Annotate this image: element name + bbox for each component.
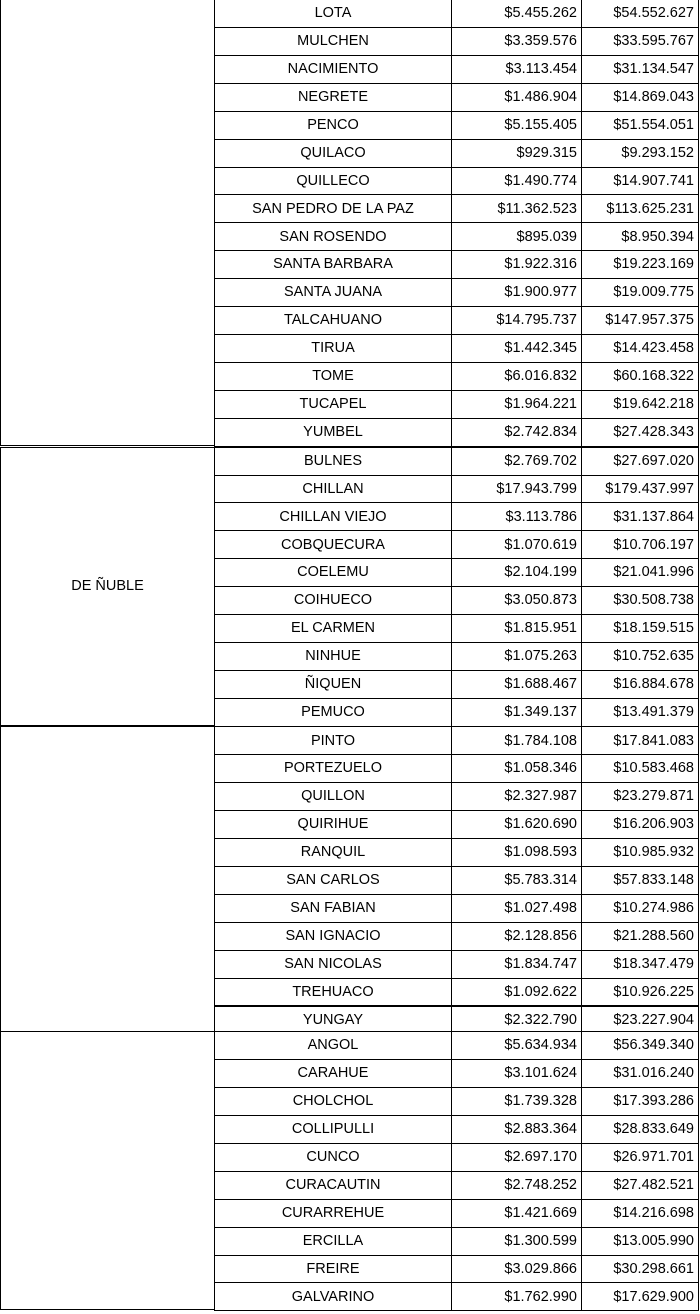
- region-cell: [0, 726, 215, 1033]
- amount-b-cell: $33.595.767: [581, 27, 699, 56]
- amount-b-cell: $10.926.225: [581, 978, 699, 1007]
- amount-b-cell: $23.279.871: [581, 782, 699, 811]
- commune-cell: QUIRIHUE: [214, 810, 452, 839]
- amount-a-cell: $5.783.314: [451, 866, 582, 895]
- amount-b-cell: $54.552.627: [581, 0, 699, 28]
- amount-b-cell: $147.957.375: [581, 306, 699, 335]
- commune-cell: PENCO: [214, 111, 452, 140]
- amount-b-cell: $31.016.240: [581, 1059, 699, 1088]
- commune-cell: TOME: [214, 362, 452, 391]
- amount-b-cell: $30.298.661: [581, 1255, 699, 1284]
- amount-a-cell: $17.943.799: [451, 475, 582, 504]
- amount-a-cell: $1.349.137: [451, 698, 582, 727]
- amount-a-cell: $14.795.737: [451, 306, 582, 335]
- commune-cell: QUILLON: [214, 782, 452, 811]
- amount-a-cell: $1.442.345: [451, 334, 582, 363]
- commune-cell: BULNES: [214, 447, 452, 476]
- amount-b-cell: $18.347.479: [581, 950, 699, 979]
- amount-a-cell: $2.883.364: [451, 1115, 582, 1144]
- amount-a-cell: $1.070.619: [451, 530, 582, 559]
- amount-a-cell: $1.092.622: [451, 978, 582, 1007]
- amount-a-cell: $1.688.467: [451, 670, 582, 699]
- amount-b-cell: $31.134.547: [581, 55, 699, 84]
- amount-b-cell: $14.423.458: [581, 334, 699, 363]
- commune-cell: EL CARMEN: [214, 614, 452, 643]
- commune-cell: COLLIPULLI: [214, 1115, 452, 1144]
- commune-cell: YUNGAY: [214, 1006, 452, 1035]
- commune-cell: SAN NICOLAS: [214, 950, 452, 979]
- commune-cell: NACIMIENTO: [214, 55, 452, 84]
- amount-b-cell: $19.009.775: [581, 278, 699, 307]
- commune-cell: SAN PEDRO DE LA PAZ: [214, 194, 452, 223]
- amount-b-cell: $10.706.197: [581, 530, 699, 559]
- amount-a-cell: $2.128.856: [451, 922, 582, 951]
- amount-b-cell: $10.752.635: [581, 642, 699, 671]
- commune-cell: PEMUCO: [214, 698, 452, 727]
- amount-a-cell: $5.634.934: [451, 1031, 582, 1060]
- amount-a-cell: $11.362.523: [451, 194, 582, 223]
- amount-a-cell: $1.922.316: [451, 250, 582, 279]
- commune-cell: TALCAHUANO: [214, 306, 452, 335]
- amount-a-cell: $1.815.951: [451, 614, 582, 643]
- amount-b-cell: $10.583.468: [581, 754, 699, 783]
- amount-a-cell: $1.762.990: [451, 1282, 582, 1311]
- amount-a-cell: $2.742.834: [451, 418, 582, 447]
- region-cell: DE ÑUBLE: [0, 447, 215, 726]
- amount-a-cell: $1.300.599: [451, 1227, 582, 1256]
- commune-cell: SAN ROSENDO: [214, 222, 452, 251]
- commune-cell: MULCHEN: [214, 27, 452, 56]
- amount-a-cell: $3.101.624: [451, 1059, 582, 1088]
- amount-b-cell: $60.168.322: [581, 362, 699, 391]
- amount-b-cell: $10.274.986: [581, 894, 699, 923]
- commune-cell: TUCAPEL: [214, 390, 452, 419]
- amount-b-cell: $30.508.738: [581, 586, 699, 615]
- amount-a-cell: $1.834.747: [451, 950, 582, 979]
- amount-b-cell: $14.216.698: [581, 1199, 699, 1228]
- region-cell: [0, 0, 215, 446]
- amount-a-cell: $5.155.405: [451, 111, 582, 140]
- amount-b-cell: $23.227.904: [581, 1006, 699, 1035]
- commune-cell: SAN IGNACIO: [214, 922, 452, 951]
- commune-cell: COIHUECO: [214, 586, 452, 615]
- commune-cell: RANQUIL: [214, 838, 452, 867]
- commune-cell: PORTEZUELO: [214, 754, 452, 783]
- amount-a-cell: $929.315: [451, 139, 582, 168]
- commune-cell: QUILACO: [214, 139, 452, 168]
- commune-cell: YUMBEL: [214, 418, 452, 447]
- commune-cell: NEGRETE: [214, 83, 452, 112]
- amount-b-cell: $19.642.218: [581, 390, 699, 419]
- amount-a-cell: $3.359.576: [451, 27, 582, 56]
- commune-cell: ERCILLA: [214, 1227, 452, 1256]
- amount-b-cell: $57.833.148: [581, 866, 699, 895]
- commune-cell: GALVARINO: [214, 1282, 452, 1311]
- amount-a-cell: $1.058.346: [451, 754, 582, 783]
- amount-a-cell: $1.620.690: [451, 810, 582, 839]
- amount-b-cell: $17.841.083: [581, 726, 699, 755]
- amount-a-cell: $5.455.262: [451, 0, 582, 28]
- amount-a-cell: $2.769.702: [451, 447, 582, 476]
- amount-a-cell: $3.050.873: [451, 586, 582, 615]
- amount-b-cell: $179.437.997: [581, 475, 699, 504]
- amount-b-cell: $21.041.996: [581, 558, 699, 587]
- amount-b-cell: $8.950.394: [581, 222, 699, 251]
- amount-a-cell: $3.029.866: [451, 1255, 582, 1284]
- amount-b-cell: $17.629.900: [581, 1282, 699, 1311]
- commune-cell: COELEMU: [214, 558, 452, 587]
- amount-b-cell: $16.206.903: [581, 810, 699, 839]
- commune-cell: QUILLECO: [214, 167, 452, 196]
- commune-cell: ÑIQUEN: [214, 670, 452, 699]
- commune-cell: SAN CARLOS: [214, 866, 452, 895]
- amount-b-cell: $14.907.741: [581, 167, 699, 196]
- region-cell: [0, 1031, 215, 1310]
- amount-a-cell: $3.113.786: [451, 502, 582, 531]
- amount-b-cell: $27.482.521: [581, 1171, 699, 1200]
- commune-cell: FREIRE: [214, 1255, 452, 1284]
- commune-cell: CHILLAN: [214, 475, 452, 504]
- amount-a-cell: $1.964.221: [451, 390, 582, 419]
- amount-a-cell: $2.327.987: [451, 782, 582, 811]
- amount-b-cell: $27.697.020: [581, 447, 699, 476]
- amount-b-cell: $113.625.231: [581, 194, 699, 223]
- commune-cell: SANTA BARBARA: [214, 250, 452, 279]
- amount-a-cell: $1.490.774: [451, 167, 582, 196]
- amount-b-cell: $19.223.169: [581, 250, 699, 279]
- amount-a-cell: $2.748.252: [451, 1171, 582, 1200]
- commune-cell: TIRUA: [214, 334, 452, 363]
- commune-cell: PINTO: [214, 726, 452, 755]
- amount-a-cell: $2.104.199: [451, 558, 582, 587]
- amount-b-cell: $26.971.701: [581, 1143, 699, 1172]
- commune-cell: NINHUE: [214, 642, 452, 671]
- amount-a-cell: $2.322.790: [451, 1006, 582, 1035]
- amount-b-cell: $31.137.864: [581, 502, 699, 531]
- commune-cell: CHILLAN VIEJO: [214, 502, 452, 531]
- amount-b-cell: $51.554.051: [581, 111, 699, 140]
- amount-b-cell: $13.005.990: [581, 1227, 699, 1256]
- commune-cell: CURARREHUE: [214, 1199, 452, 1228]
- amount-a-cell: $6.016.832: [451, 362, 582, 391]
- amount-a-cell: $1.486.904: [451, 83, 582, 112]
- amount-a-cell: $1.421.669: [451, 1199, 582, 1228]
- amount-a-cell: $3.113.454: [451, 55, 582, 84]
- amount-b-cell: $18.159.515: [581, 614, 699, 643]
- amount-b-cell: $9.293.152: [581, 139, 699, 168]
- commune-cell: ANGOL: [214, 1031, 452, 1060]
- amount-a-cell: $1.784.108: [451, 726, 582, 755]
- amount-b-cell: $13.491.379: [581, 698, 699, 727]
- amount-a-cell: $2.697.170: [451, 1143, 582, 1172]
- amount-a-cell: $1.900.977: [451, 278, 582, 307]
- amount-a-cell: $1.739.328: [451, 1087, 582, 1116]
- amount-a-cell: $1.027.498: [451, 894, 582, 923]
- amount-a-cell: $895.039: [451, 222, 582, 251]
- commune-cell: TREHUACO: [214, 978, 452, 1007]
- commune-cell: CHOLCHOL: [214, 1087, 452, 1116]
- amount-b-cell: $27.428.343: [581, 418, 699, 447]
- amount-b-cell: $21.288.560: [581, 922, 699, 951]
- commune-cell: LOTA: [214, 0, 452, 28]
- commune-cell: SANTA JUANA: [214, 278, 452, 307]
- amount-b-cell: $14.869.043: [581, 83, 699, 112]
- commune-cell: COBQUECURA: [214, 530, 452, 559]
- commune-cell: CARAHUE: [214, 1059, 452, 1088]
- amount-b-cell: $17.393.286: [581, 1087, 699, 1116]
- amount-b-cell: $28.833.649: [581, 1115, 699, 1144]
- commune-cell: SAN FABIAN: [214, 894, 452, 923]
- amount-a-cell: $1.098.593: [451, 838, 582, 867]
- amount-b-cell: $10.985.932: [581, 838, 699, 867]
- commune-cell: CUNCO: [214, 1143, 452, 1172]
- amount-b-cell: $16.884.678: [581, 670, 699, 699]
- commune-cell: CURACAUTIN: [214, 1171, 452, 1200]
- amount-a-cell: $1.075.263: [451, 642, 582, 671]
- amount-b-cell: $56.349.340: [581, 1031, 699, 1060]
